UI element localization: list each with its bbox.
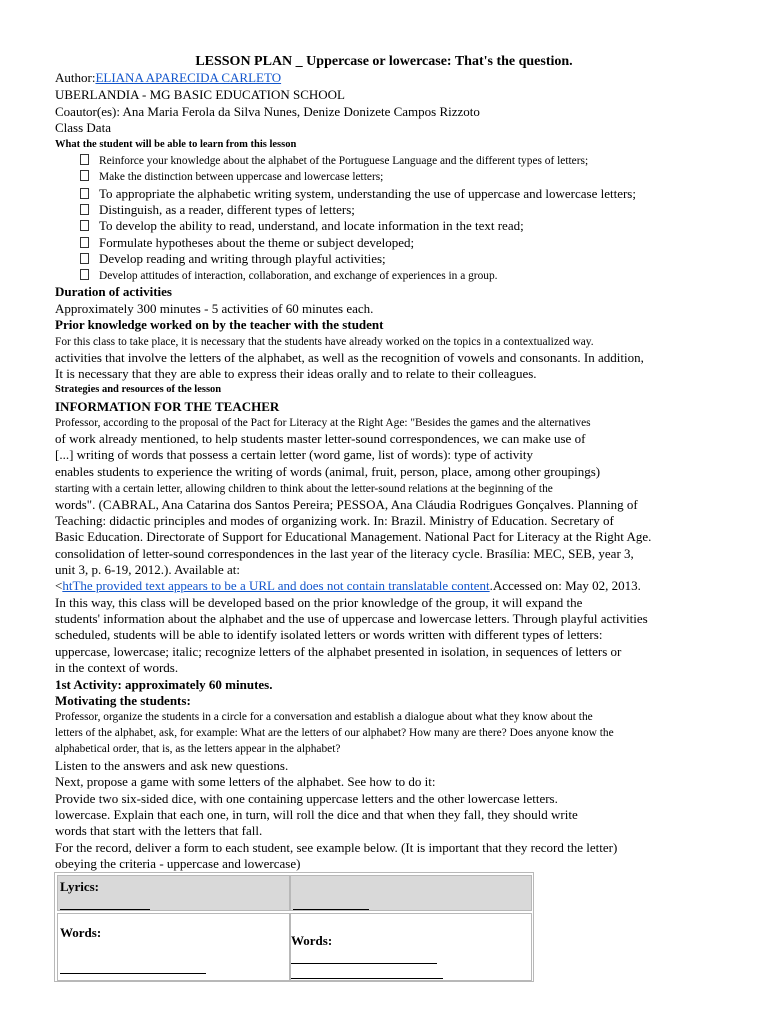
lyrics-label: Lyrics: (60, 879, 99, 894)
answer-line (60, 973, 206, 974)
class-plan-line: scheduled, students will be able to identify isolated letters or words written with different types of letters: (55, 627, 603, 642)
game-line: For the record, deliver a form to each student, see example below. (It is important that they record the letter) (55, 840, 618, 855)
motivating-heading: Motivating the students: (55, 693, 191, 708)
duration-text: Approximately 300 minutes - 5 activities of 60 minutes each. (55, 301, 374, 316)
duration-heading: Duration of activities (55, 284, 172, 299)
lyrics-cell-left (57, 875, 290, 911)
objective-item: To appropriate the alphabetic writing system, understanding the use of uppercase and lowercase letters; (80, 186, 636, 202)
info-line: [...] writing of words that possess a certain letter (word game, list of words): type of activity (55, 447, 533, 462)
strategies-heading: Strategies and resources of the lesson (55, 384, 222, 395)
info-line: Basic Education. Directorate of Support for Educational Management. National Pact for Literacy at the Right Age. (55, 529, 652, 544)
record-form-table (54, 872, 534, 982)
class-plan-line: students' information about the alphabet and the use of uppercase and lowercase letters. Through playful activities (55, 611, 648, 626)
info-line: words". (CABRAL, Ana Catarina dos Santos Pereira; PESSOA, Ana Cláudia Rodrigues Gonçalves. Planning of (55, 497, 638, 512)
motivating-line: letters of the alphabet, ask, for example: What are the letters of our alphabet? How many are there? Does anyone know the (55, 727, 614, 739)
motivating-line: alphabetical order, that is, as the letters appear in the alphabet? (55, 743, 341, 755)
coauthors: Coautor(es): Ana Maria Ferola da Silva Nunes, Denize Donizete Campos Rizzoto (55, 104, 480, 119)
checkbox-bullet-icon (80, 269, 89, 280)
info-line: unit 3, p. 6-19, 2012.). Available at: (55, 562, 240, 577)
prior-knowledge-line: activities that involve the letters of the alphabet, as well as the recognition of vowels and consonants. In addition, (55, 350, 644, 365)
activity-heading: 1st Activity: approximately 60 minutes. (55, 677, 273, 692)
reference-url-link[interactable]: htThe provided text appears to be a URL and does not contain translatable content (62, 578, 490, 593)
words-label-right: Words: (291, 933, 333, 948)
info-line: enables students to experience the writing of words (animal, fruit, person, place, among other groupings) (55, 464, 601, 479)
objective-item: To develop the ability to read, understand, and locate information in the text read; (80, 218, 524, 234)
game-line: words that start with the letters that fall. (55, 823, 263, 838)
words-cell-right (290, 913, 532, 981)
checkbox-bullet-icon (80, 237, 89, 248)
url-line (55, 578, 641, 594)
motivating-line: Professor, organize the students in a circle for a conversation and establish a dialogue about what they know about the (55, 711, 593, 723)
info-line: Teaching: didactic principles and modes of organizing work. In: Brazil. Ministry of Education. Secretary of (55, 513, 614, 528)
answer-line (291, 963, 437, 964)
objective-item: Reinforce your knowledge about the alphabet of the Portuguese Language and the different types of letters; (80, 153, 588, 169)
class-plan-line: uppercase, lowercase; italic; recognize letters of the alphabet presented in isolation, in sequences of letters or (55, 644, 622, 659)
prior-knowledge-line: It is necessary that they are able to express their ideas orally and to relate to their colleagues. (55, 366, 537, 381)
info-line: starting with a certain letter, allowing children to think about the letter-sound relations at the beginning of the (55, 483, 553, 495)
objective-item: Develop reading and writing through playful activities; (80, 251, 386, 267)
page-title: LESSON PLAN _ Uppercase or lowercase: That's the question. (195, 54, 573, 69)
info-line: consolidation of letter-sound correspondences in the last year of the literacy cycle. Brasília: MEC, SEB, year 3, (55, 546, 634, 561)
objective-item: Distinguish, as a reader, different types of letters; (80, 202, 355, 218)
author-link[interactable]: ELIANA APARECIDA CARLETO (95, 70, 282, 85)
url-suffix: .Accessed on: May 02, 2013. (489, 578, 641, 593)
answer-line (60, 909, 150, 910)
checkbox-bullet-icon (80, 253, 89, 264)
class-data-label: Class Data (55, 120, 111, 135)
url-prefix: < (55, 578, 63, 593)
class-plan-line: In this way, this class will be developed based on the prior knowledge of the group, it will expand the (55, 595, 583, 610)
info-heading: INFORMATION FOR THE TEACHER (55, 399, 280, 414)
school-name: UBERLANDIA - MG BASIC EDUCATION SCHOOL (55, 87, 345, 102)
objective-item: Formulate hypotheses about the theme or subject developed; (80, 235, 414, 251)
learn-heading: What the student will be able to learn from this lesson (55, 139, 297, 150)
objective-item: Develop attitudes of interaction, collaboration, and exchange of experiences in a group. (80, 268, 498, 284)
words-label-left: Words: (60, 925, 102, 940)
game-line: lowercase. Explain that each one, in turn, will roll the dice and that when they fall, they should write (55, 807, 578, 822)
info-line: of work already mentioned, to help students master letter-sound correspondences, we can make use of (55, 431, 586, 446)
answer-line (293, 909, 369, 910)
class-plan-line: in the context of words. (55, 660, 179, 675)
game-line: obeying the criteria - uppercase and lowercase) (55, 856, 301, 871)
prior-knowledge-line: For this class to take place, it is necessary that the students have already worked on the topics in a contextualized way. (55, 336, 594, 348)
checkbox-bullet-icon (80, 204, 89, 215)
game-line: Provide two six-sided dice, with one containing uppercase letters and the other lowercase letters. (55, 791, 558, 806)
info-line: Professor, according to the proposal of the Pact for Literacy at the Right Age: "Besides the games and the alternatives (55, 417, 591, 429)
checkbox-bullet-icon (80, 188, 89, 199)
game-line: Listen to the answers and ask new questions. (55, 758, 289, 773)
objective-item: Make the distinction between uppercase and lowercase letters; (80, 169, 383, 185)
words-cell-left (57, 913, 290, 981)
checkbox-bullet-icon (80, 154, 89, 165)
prior-knowledge-heading: Prior knowledge worked on by the teacher with the student (55, 317, 384, 332)
answer-line (291, 978, 443, 979)
checkbox-bullet-icon (80, 170, 89, 181)
lyrics-cell-right (290, 875, 532, 911)
author-label: Author: (55, 70, 96, 85)
checkbox-bullet-icon (80, 220, 89, 231)
game-line: Next, propose a game with some letters of the alphabet. See how to do it: (55, 774, 436, 789)
author-line (55, 70, 281, 86)
